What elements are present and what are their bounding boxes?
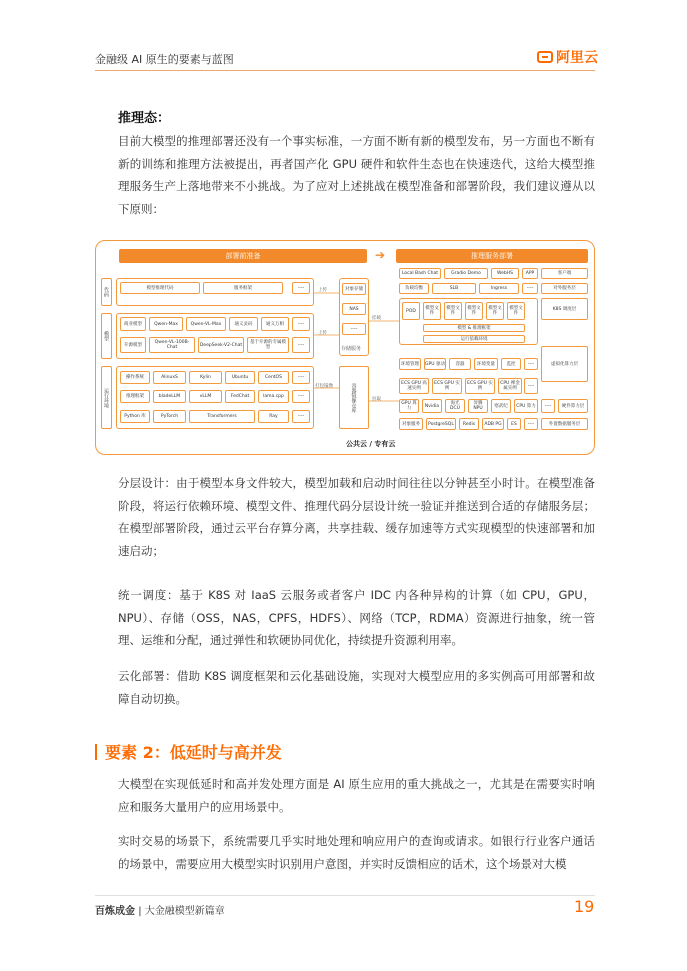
- box: 开源模型: [120, 337, 146, 353]
- footer-divider: [95, 895, 595, 896]
- box: DeepSeek-V2-Chat: [198, 337, 244, 353]
- aliyun-logo: [537, 47, 598, 67]
- box: ----: [292, 337, 310, 353]
- arrow-label-upload: 上传: [318, 331, 327, 336]
- footer-sep: |: [138, 906, 145, 917]
- box: 虚拟化算力层: [541, 346, 588, 382]
- box: Ingress: [479, 283, 519, 294]
- box: ES: [507, 418, 521, 430]
- arrow-right-icon: ➔: [375, 248, 386, 262]
- box: 操作系统: [120, 371, 150, 384]
- box: ----: [524, 358, 538, 370]
- box: Nvidia: [422, 399, 442, 413]
- box: 环境变量: [474, 358, 498, 370]
- box: Qwen-VL-100B-Chat: [149, 337, 195, 353]
- page-number: 19: [574, 897, 595, 916]
- box: 模型文件: [486, 302, 504, 320]
- box: GPU 算力: [399, 399, 419, 413]
- box: ECS GPU 实例: [465, 378, 495, 394]
- box: 客户端: [541, 268, 588, 279]
- box: 模型文件: [465, 302, 483, 320]
- box: PyTorch: [153, 410, 186, 423]
- box: ----: [292, 390, 310, 403]
- storage-label: 存储服务: [341, 346, 362, 352]
- box: 基于开源的专属模型: [247, 337, 289, 353]
- box: 通义灵码: [229, 317, 258, 331]
- box: ----: [292, 282, 310, 294]
- inference-architecture-diagram: [95, 240, 595, 455]
- arrow-label-mount: 挂载: [372, 316, 381, 321]
- logo-text: 阿里云: [556, 50, 598, 66]
- heading-bar: [95, 744, 97, 760]
- box: CentOS: [258, 371, 289, 384]
- label-model: 模型: [101, 313, 112, 359]
- box: Transformers: [189, 410, 255, 423]
- box: ----: [541, 399, 555, 413]
- heading-text: 要素 2：低延时与高并发: [105, 743, 282, 762]
- box: 负载均衡: [399, 283, 429, 294]
- footer-brand: 百炼成金: [95, 906, 135, 917]
- box: ECS GPU 高速实例: [399, 378, 429, 394]
- footer-left: [95, 902, 225, 917]
- right-title: 推理服务部署: [396, 249, 588, 263]
- box: 监控: [501, 358, 521, 370]
- box: bladeLLM: [153, 390, 186, 403]
- box: 外置数据服务层: [541, 418, 588, 430]
- box: ADB PG: [482, 418, 504, 430]
- box: 模型文件: [423, 302, 441, 320]
- box: ----: [292, 371, 310, 384]
- aliyun-logo-icon: [537, 51, 553, 63]
- box: 昇腾 NPU: [468, 399, 488, 413]
- box: GPU 驱动: [424, 358, 446, 370]
- box: 模型 & 推理框架: [423, 324, 525, 332]
- box: Gradio Demo: [444, 268, 488, 279]
- box: ECS GPU 实例: [432, 378, 462, 394]
- box: 模型推理代码: [120, 282, 200, 294]
- box: 硬件算力层: [558, 399, 588, 413]
- box: Redis: [459, 418, 479, 430]
- box: Ray: [258, 410, 289, 423]
- box: 对外服务层: [541, 283, 588, 294]
- label-env: 运行环境: [101, 366, 112, 429]
- box: ----: [522, 283, 538, 294]
- box: Local Bash Chat: [399, 268, 441, 279]
- paragraph-latency-intro: 大模型在实现低延时和高并发处理方面是 AI 原生应用的重大挑战之一，尤其是在需要实时响应和服务大量用户的应用场景中。: [118, 777, 595, 814]
- box: 模型文件: [444, 302, 462, 320]
- box: 寒武纪: [491, 399, 511, 413]
- box: 商业模型: [120, 317, 146, 331]
- registry-box: 容器镜像仓库: [339, 366, 369, 429]
- box: PostgreSQL: [426, 418, 456, 430]
- header-title: 金融级 AI 原生的要素与蓝图: [95, 53, 234, 66]
- box: Qwen-VL-Max: [186, 317, 226, 331]
- box: 服务框架: [203, 282, 283, 294]
- box: ----: [524, 418, 538, 430]
- box: ----: [342, 323, 366, 335]
- label-code: 代码: [101, 278, 112, 306]
- box: 容器: [449, 358, 471, 370]
- box: NAS: [342, 303, 366, 315]
- box: SLB: [432, 283, 476, 294]
- box: lama.cpp: [258, 390, 289, 403]
- section-heading-2: [95, 740, 282, 763]
- arrow-label-build: 打包镜像: [315, 384, 333, 389]
- box: Kylin: [189, 371, 222, 384]
- box: WebHS: [491, 268, 519, 279]
- box: 海光 DCU: [445, 399, 465, 413]
- box: vLLM: [189, 390, 222, 403]
- box: Ubuntu: [225, 371, 255, 384]
- box: 对象存储: [342, 283, 366, 295]
- box: 运行依赖环境: [423, 335, 525, 343]
- box: 通义万相: [261, 317, 289, 331]
- box: FedChat: [225, 390, 255, 403]
- box: ----: [292, 317, 310, 331]
- box: 对象服务: [399, 418, 423, 430]
- box: ----: [292, 410, 310, 423]
- box: 模型文件: [507, 302, 525, 320]
- box: 环境管理: [399, 358, 421, 370]
- box: 推理框架: [120, 390, 150, 403]
- box: Qwen-Max: [149, 317, 183, 331]
- box: AlinuxS: [153, 371, 186, 384]
- box: ----: [524, 378, 538, 394]
- box: Python 库: [120, 410, 150, 423]
- arrow-label-upload: 上传: [318, 288, 327, 293]
- box: APP: [522, 268, 538, 279]
- paragraph-intro: 目前大模型的推理部署还没有一个事实标准，一方面不断有新的模型发布，另一方面也不断有新的训练和推理方法被提出，再者国产化 GPU 硬件和软件生态也在快速迭代，这给大模型推理服务生产上落地带来不小挑战。为了应对上述挑战在模型准备和部署阶段，我们建议遵从以下原则：: [118, 134, 595, 216]
- box: CPU 裸金属实例: [498, 378, 522, 394]
- paragraph-realtime: 实时交易的场景下，系统需要几乎实时地处理和响应用户的查询或请求。如银行行业客户通话的场景中，需要应用大模型实时识别用户意图，并实时反馈相应的话术，这个场景对大模: [118, 834, 595, 871]
- box: POD: [402, 302, 420, 320]
- public-cloud-label: 公共云 / 专有云: [346, 440, 396, 448]
- paragraph-layered-design: 分层设计：由于模型本身文件较大，模型加载和启动时间往往以分钟甚至小时计。在模型准备阶段，将运行依赖环境、模型文件、推理代码分层设计统一验证并推送到合适的存储服务层；在模型部署阶段，通过云平台存算分离，共享挂载、缓存加速等方式实现模型的快速部署和加速启动；: [118, 476, 595, 558]
- section-title: 推理态：: [118, 111, 171, 126]
- header-divider: [95, 70, 595, 71]
- arrow-label-pull: 拉取: [372, 397, 381, 402]
- box: K8S 调度层: [541, 298, 588, 320]
- footer-book: 大金融模型新篇章: [144, 906, 225, 917]
- box: CPU 算力: [514, 399, 538, 413]
- paragraph-cloud-deployment: 云化部署：借助 K8S 调度框架和云化基础设施，实现对大模型应用的多实例高可用部署和故障自动切换。: [118, 669, 595, 706]
- paragraph-unified-scheduling: 统一调度：基于 K8S 对 IaaS 云服务或者客户 IDC 内各种异构的计算（如 CPU，GPU，NPU）、存储（OSS，NAS，CPFS，HDFS）、网络（TCP，RDMA）资源进行抽象，统一管理、运维和分配，通过弹性和软硬协同优化，持续提升资源利用率。: [118, 588, 595, 647]
- left-title: 部署前准备: [119, 249, 367, 263]
